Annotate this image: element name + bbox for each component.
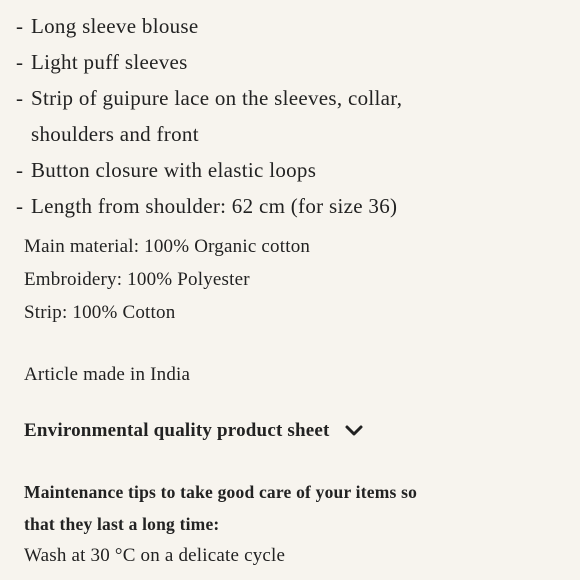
- wash-instruction: Wash at 30 °C on a delicate cycle: [24, 545, 286, 566]
- feature-text: Button closure with elastic loops: [31, 158, 317, 182]
- material-main: Main material: 100% Organic cotton: [24, 236, 311, 257]
- feature-item: [16, 152, 576, 188]
- chevron-down-icon: [344, 424, 364, 438]
- maintenance-title: [24, 476, 564, 540]
- feature-dash: -: [16, 14, 24, 38]
- maintenance-title-line: that they last a long time:: [24, 514, 220, 534]
- material-strip: Strip: 100% Cotton: [24, 302, 176, 323]
- feature-text: Long sleeve blouse: [31, 14, 199, 38]
- maintenance-section: [24, 476, 564, 572]
- feature-text: Length from shoulder: 62 cm (for size 36): [31, 194, 398, 218]
- maintenance-title-line: Maintenance tips to take good care of your items so: [24, 482, 418, 502]
- feature-item: [16, 80, 576, 152]
- material-embroidery: Embroidery: 100% Polyester: [24, 269, 250, 290]
- material-list: [24, 230, 310, 329]
- feature-dash: -: [16, 50, 24, 74]
- feature-text: Strip of guipure lace on the sleeves, collar,: [31, 86, 403, 110]
- feature-dash: -: [16, 158, 24, 182]
- feature-item: [16, 44, 576, 80]
- feature-list: [16, 8, 576, 224]
- environmental-sheet-label: Environmental quality product sheet: [24, 420, 330, 441]
- origin-text: Article made in India: [24, 364, 191, 385]
- feature-text-continuation: shoulders and front: [31, 122, 199, 146]
- environmental-sheet-toggle[interactable]: [24, 414, 364, 447]
- feature-item: [16, 188, 576, 224]
- feature-dash: -: [16, 86, 24, 110]
- feature-dash: -: [16, 194, 24, 218]
- feature-item: [16, 8, 576, 44]
- feature-text: Light puff sleeves: [31, 50, 188, 74]
